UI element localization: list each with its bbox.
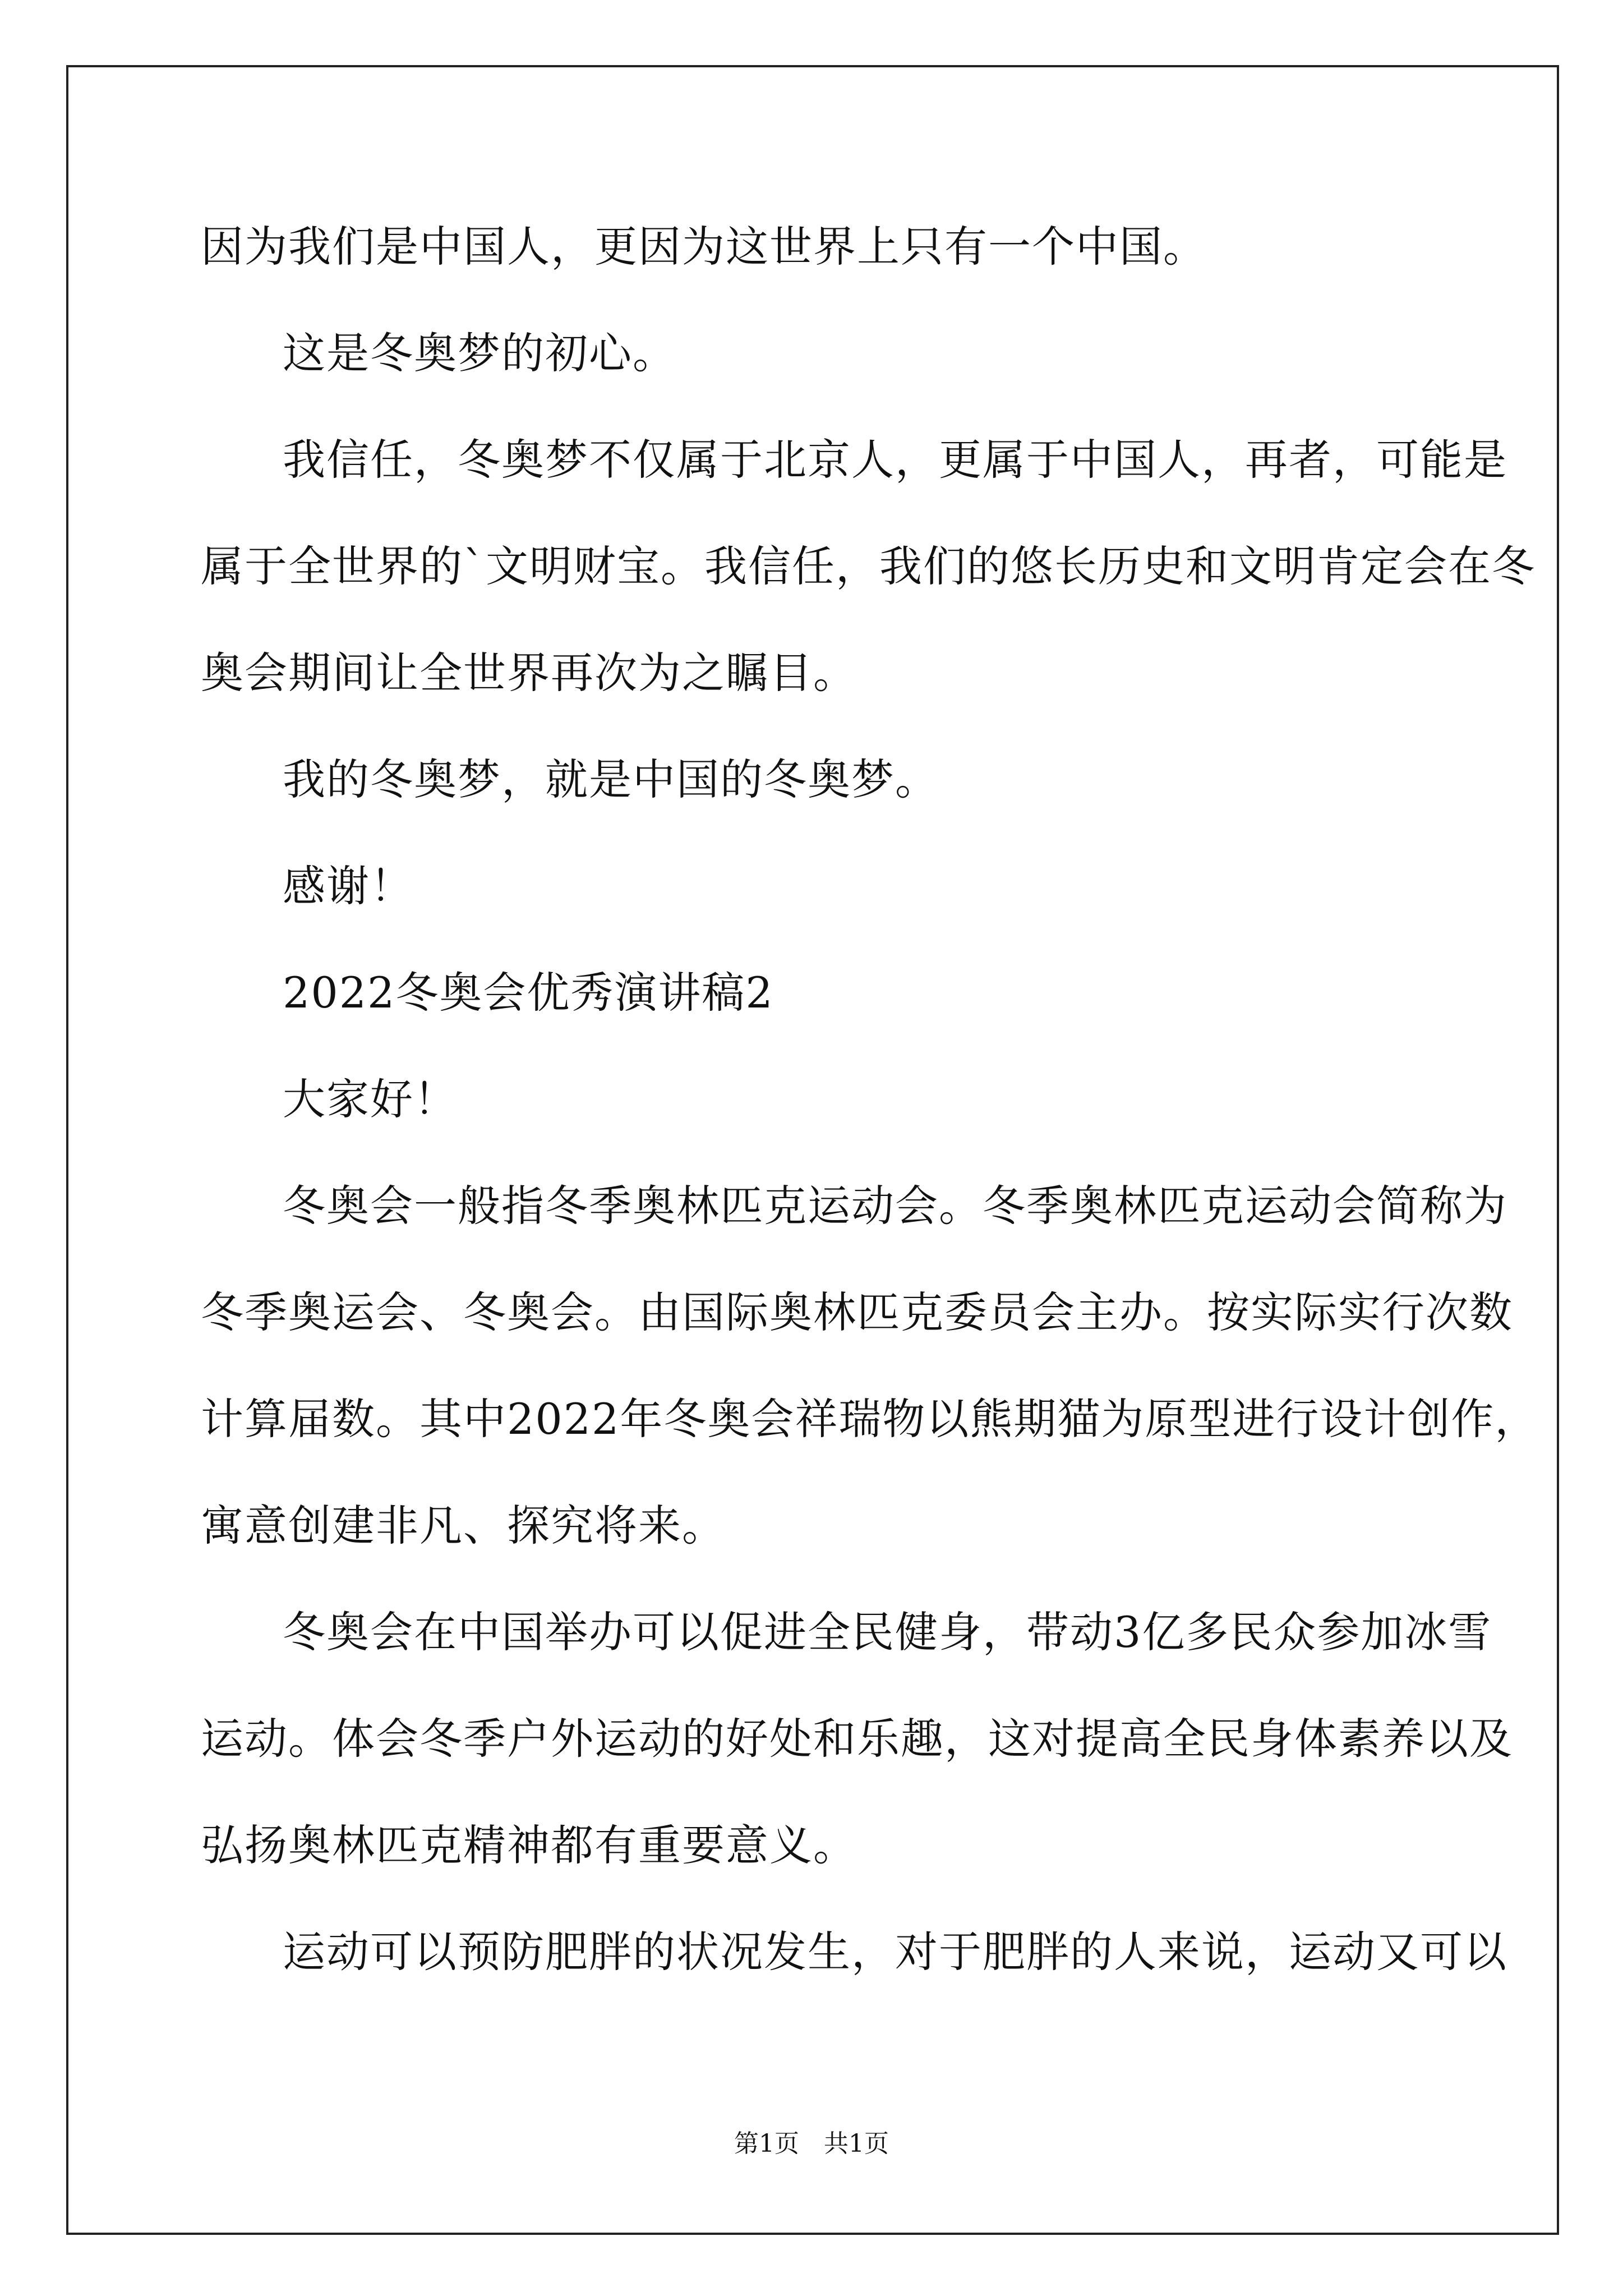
body-line: 感谢！ <box>283 861 414 911</box>
page-footer: 第1页 共1页 <box>734 2129 889 2158</box>
body-line: 弘扬奥林匹克精神都有重要意义。 <box>201 1820 857 1870</box>
body-line: 因为我们是中国人，更因为这世界上只有一个中国。 <box>201 222 1207 272</box>
section-heading: 2022冬奥会优秀演讲稿2 <box>283 968 774 1018</box>
body-line: 我的冬奥梦，就是中国的冬奥梦。 <box>283 754 939 804</box>
body-line: 运动可以预防肥胖的状况发生，对于肥胖的人来说，运动又可以 <box>283 1927 1507 1977</box>
body-line: 奥会期间让全世界再次为之瞩目。 <box>201 648 857 698</box>
body-line: 冬奥会在中国举办可以促进全民健身，带动3亿多民众参加冰雪 <box>283 1607 1492 1657</box>
body-line: 运动。体会冬季户外运动的好处和乐趣，这对提高全民身体素养以及 <box>201 1714 1513 1764</box>
body-line: 大家好！ <box>283 1074 458 1124</box>
body-line: 计算届数。其中2022年冬奥会祥瑞物以熊期猫为原型进行设计创作， <box>201 1394 1539 1444</box>
body-line: 我信任，冬奥梦不仅属于北京人，更属于中国人，再者，可能是 <box>283 435 1507 485</box>
body-line: 属于全世界的`文明财宝。我信任，我们的悠长历史和文明肯定会在冬 <box>201 541 1536 591</box>
body-line: 冬季奥运会、冬奥会。由国际奥林匹克委员会主办。按实际实行次数 <box>201 1287 1513 1337</box>
body-line: 寓意创建非凡、探究将来。 <box>201 1501 726 1550</box>
body-line: 冬奥会一般指冬季奥林匹克运动会。冬季奥林匹克运动会简称为 <box>283 1181 1507 1231</box>
page-border <box>66 65 1559 2235</box>
body-line: 这是冬奥梦的初心。 <box>283 328 676 378</box>
